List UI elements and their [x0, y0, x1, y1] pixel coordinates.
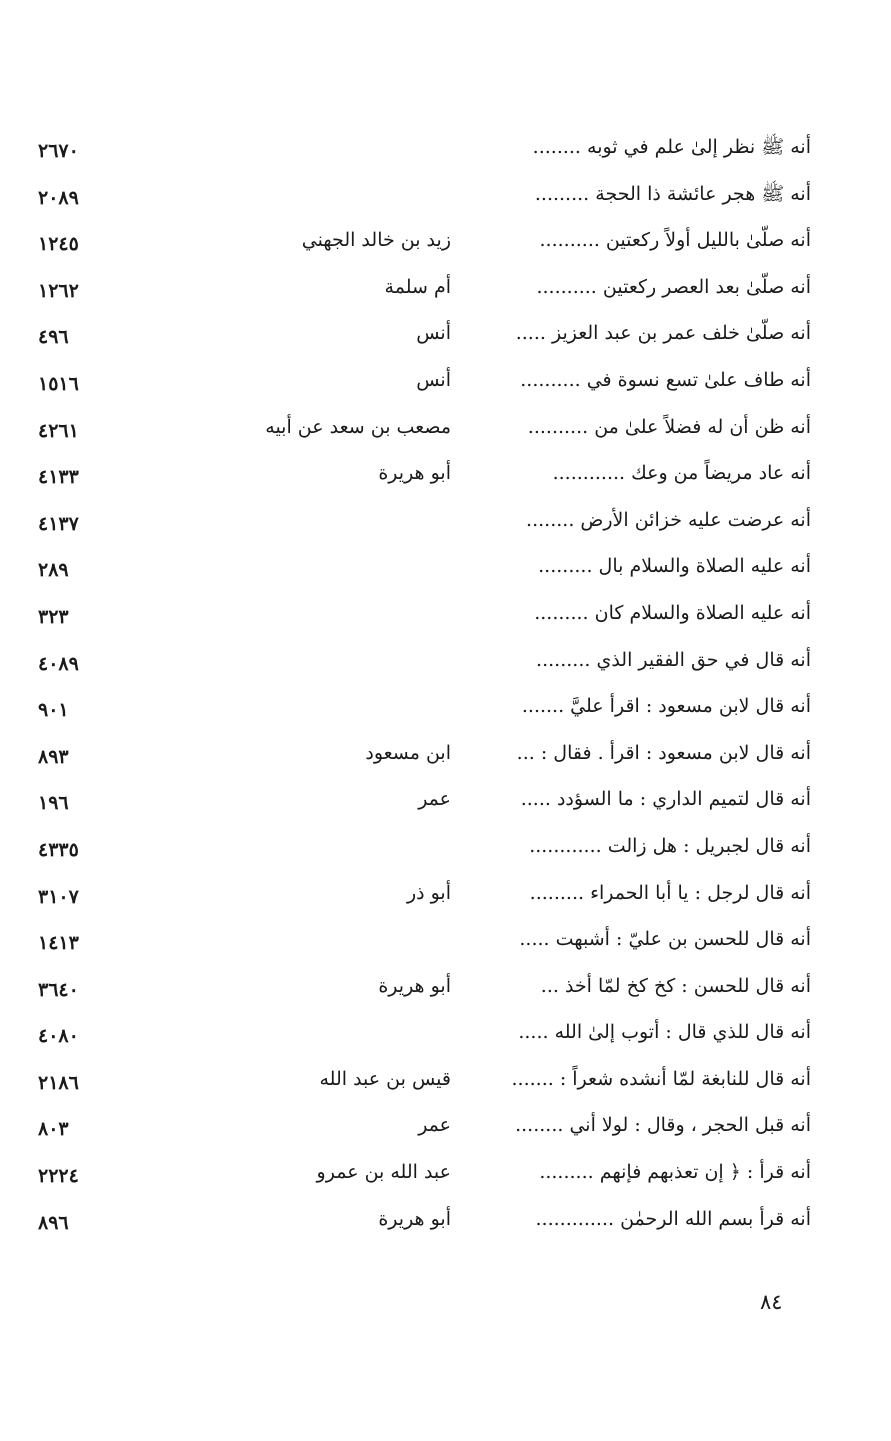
index-row: [0, 128, 891, 175]
narrator-name: زيد بن خالد الجهني: [301, 229, 451, 252]
index-row: [0, 454, 891, 501]
hadith-incipit: أنه صلّىٰ بعد العصر ركعتين ..........: [536, 275, 811, 298]
index-row: [0, 314, 891, 361]
hadith-incipit: أنه عليه الصلاة والسلام كان .........: [534, 601, 811, 624]
hadith-number: ٩٠١: [38, 699, 69, 722]
hadith-incipit: أنه قال للحسن : كخ كخ لمّا أخذ ...: [540, 974, 811, 997]
narrator-name: عمر: [418, 788, 451, 811]
hadith-incipit: أنه عرضت عليه خزائن الأرض ........: [526, 508, 811, 531]
hadith-number: ٤٠٨٠: [38, 1025, 79, 1048]
narrator-name: أبو هريرة: [378, 462, 451, 485]
hadith-number: ١٢٤٥: [38, 233, 79, 256]
hadith-incipit: أنه قرأ : ﴿ إن تعذبهم فإنهم .........: [539, 1161, 811, 1184]
hadith-incipit: أنه قال لتميم الداري : ما السؤدد .....: [520, 788, 811, 811]
hadith-number: ٢٢٢٤: [38, 1165, 79, 1188]
hadith-number: ٣١٠٧: [38, 885, 79, 908]
narrator-name: أم سلمة: [384, 275, 451, 298]
hadith-incipit: أنه قال للحسن بن عليّ : أشبهت .....: [519, 928, 811, 951]
hadith-incipit: أنه قال لجبريل : هل زالت ............: [529, 834, 811, 857]
hadith-number: ١٩٦: [38, 792, 69, 815]
index-row: [0, 1200, 891, 1247]
hadith-number: ٢٦٧٠: [38, 140, 79, 162]
hadith-number: ١٢٦٢: [38, 279, 79, 302]
hadith-incipit: أنه عليه الصلاة والسلام بال .........: [538, 555, 811, 578]
narrator-name: أنس: [416, 322, 451, 345]
hadith-number: ٣٦٤٠: [38, 978, 79, 1001]
hadith-incipit: أنه ﷺ هجر عائشة ذا الحجة .........: [534, 182, 811, 205]
hadith-incipit: أنه قال للنابغة لمّا أنشده شعراً : .......: [511, 1067, 811, 1090]
narrator-name: أبو هريرة: [378, 1207, 451, 1230]
index-row: [0, 175, 891, 222]
hadith-incipit: أنه قال للذي قال : أتوب إلىٰ الله .....: [518, 1021, 811, 1044]
index-row: [0, 547, 891, 594]
hadith-number: ٨٩٦: [38, 1211, 69, 1234]
index-row: [0, 1060, 891, 1107]
index-row: [0, 827, 891, 874]
hadith-incipit: أنه صلّىٰ خلف عمر بن عبد العزيز .....: [515, 322, 811, 345]
hadith-incipit: أنه طاف علىٰ تسع نسوة في ..........: [520, 368, 811, 391]
index-row: [0, 1106, 891, 1153]
hadith-number: ٤١٣٧: [38, 512, 79, 535]
hadith-number: ٨٠٣: [38, 1118, 69, 1141]
hadith-number: ٤١٣٣: [38, 466, 79, 489]
hadith-number: ٢٨٩: [38, 559, 69, 582]
narrator-name: ابن مسعود: [365, 741, 451, 764]
hadith-incipit: أنه ظن أن له فضلاً علىٰ من ..........: [527, 415, 811, 438]
index-row: [0, 221, 891, 268]
narrator-name: أبو ذر: [406, 881, 451, 904]
hadith-number: ٤٣٣٥: [38, 838, 79, 861]
hadith-incipit: أنه صلّىٰ بالليل أولاً ركعتين ..........: [539, 229, 811, 252]
hadith-incipit: أنه قال لابن مسعود : اقرأ عليَّ .......: [521, 695, 811, 718]
index-row: [0, 1013, 891, 1060]
index-row: [0, 501, 891, 548]
hadith-incipit: أنه قال لرجل : يا أبا الحمراء .........: [529, 881, 811, 904]
hadith-number: ٤٩٦: [38, 326, 69, 349]
index-row: [0, 1153, 891, 1200]
index-row: [0, 641, 891, 688]
hadith-incipit: أنه قبل الحجر ، وقال : لولا أني ........: [515, 1114, 811, 1137]
hadith-number: ٢٠٨٩: [38, 186, 79, 209]
hadith-incipit: أنه قال لابن مسعود : اقرأ . فقال : ...: [516, 741, 811, 764]
hadith-number: ٢١٨٦: [38, 1071, 79, 1094]
index-row: [0, 268, 891, 315]
hadith-number: ٣٢٣: [38, 605, 69, 628]
index-row: [0, 920, 891, 967]
hadith-incipit: أنه ﷺ نظر إلىٰ علم في ثوبه ........: [532, 136, 811, 158]
narrator-name: أبو هريرة: [378, 974, 451, 997]
hadith-incipit: أنه قرأ بسم الله الرحمٰن .............: [535, 1207, 811, 1230]
index-row: [0, 361, 891, 408]
narrator-name: عبد الله بن عمرو: [316, 1161, 451, 1184]
hadith-number: ١٤١٣: [38, 932, 79, 955]
hadith-number: ٤٢٦١: [38, 419, 79, 442]
hadith-number: ٤٠٨٩: [38, 652, 79, 675]
index-row: [0, 687, 891, 734]
index-row: [0, 408, 891, 455]
hadith-number: ١٥١٦: [38, 372, 79, 395]
index-table: [0, 128, 891, 1246]
index-row: [0, 780, 891, 827]
index-row: [0, 594, 891, 641]
hadith-incipit: أنه قال في حق الفقير الذي .........: [536, 648, 811, 671]
page-number: ٨٤: [760, 1290, 783, 1314]
index-row: [0, 874, 891, 921]
narrator-name: أنس: [416, 368, 451, 391]
hadith-incipit: أنه عاد مريضاً من وعك ............: [552, 462, 811, 485]
index-row: [0, 967, 891, 1014]
narrator-name: عمر: [418, 1114, 451, 1137]
hadith-number: ٨٩٣: [38, 745, 69, 768]
narrator-name: قيس بن عبد الله: [319, 1067, 451, 1090]
narrator-name: مصعب بن سعد عن أبيه: [265, 415, 451, 438]
index-row: [0, 734, 891, 781]
